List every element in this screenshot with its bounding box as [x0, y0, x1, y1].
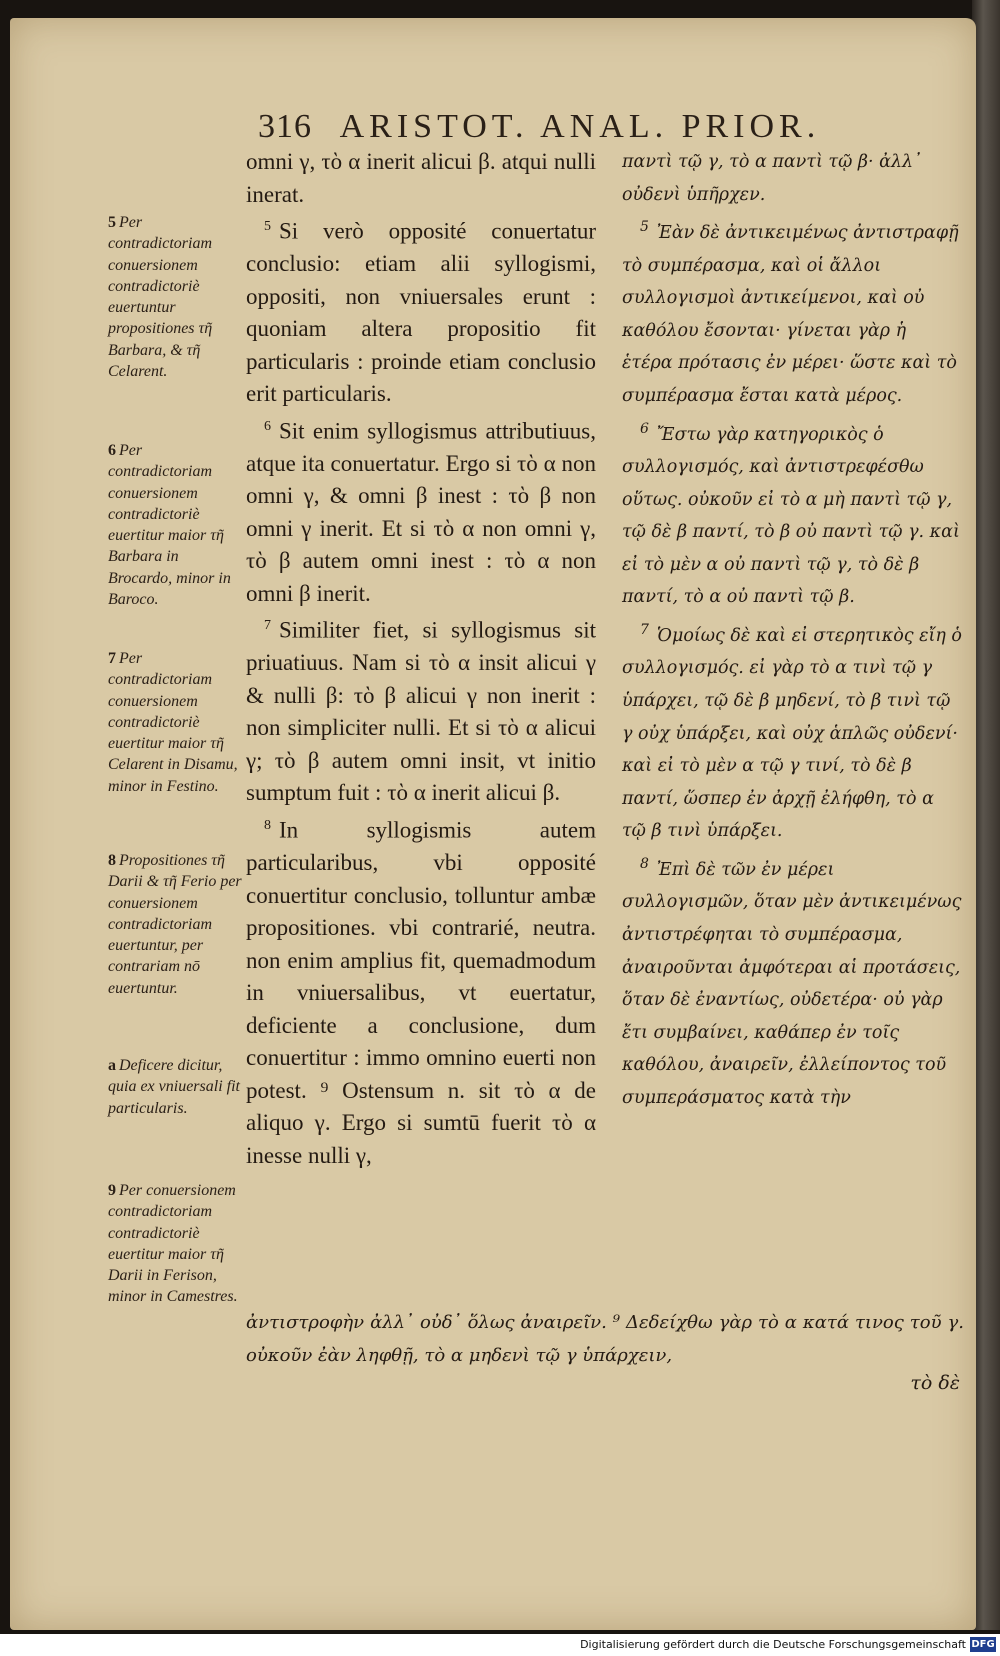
footer-credit: Digitalisierung gefördert durch die Deutsche Forschungsgemeinschaft	[580, 1638, 966, 1651]
page-number: 316	[258, 108, 312, 145]
marginal-note: 7 Per contradictoriam conuersionem contradictoriè euertitur maior τῆ Celarent in Disamu, minor in Festino.	[108, 650, 238, 795]
latin-paragraph: $^6$ Sit enim syllogismus attributiuus, atque ita conuertatur. Ergo si τὸ α non omni γ, & omni β inest : τὸ β non omni γ inerit. Et si τὸ α non omni γ, τὸ β autem omni inest : τὸ α non omni β inerit.	[246, 418, 596, 606]
greek-paragraph: $^5$ Ἐὰν δὲ ἀντικειμένως ἀντιστραφῇ τὸ συμπέρασμα, καὶ οἱ ἄλλοι συλλογισμοὶ ἀντικείμενοι, καὶ οὐ καθόλου ἔσονται· γίνεται γὰρ ἡ ἑτέρα πρότασις ἐν μέρει· ὥστε καὶ τὸ συμπέρασμα ἔσται κατὰ μέρος.	[622, 219, 959, 406]
greek-paragraph: $^6$ Ἔστω γὰρ κατηγορικὸς ὁ συλλογισμός, καὶ ἀντιστρεφέσθω οὕτως. οὐκοῦν εἰ τὸ α μὴ παντὶ τῷ γ, τῷ δὲ β παντί, τὸ β οὐ παντὶ τῷ γ. καὶ εἰ τὸ μὲν α οὐ παντὶ τῷ γ, τὸ δὲ β παντί, τὸ α οὐ παντὶ τῷ β.	[622, 420, 960, 608]
marginal-note: 5 Per contradictoriam conuersionem contradictoriè euertuntur propositiones τῆ Barbara, & τῆ Celarent.	[108, 214, 213, 381]
greek-paragraph: $^8$ Ἐπὶ δὲ τῶν ἐν μέρει συλλογισμῶν, ὅταν μὲν ἀντικειμένως ἀντιστρέφηται τὸ συμπέρασμα, ἀναιροῦνται ἀμφότεραι αἱ προτάσεις, ὅταν δὲ ἐναντίως, οὐδετέρα· οὐ γὰρ ἔτι συμβαίνει, καθάπερ ἐν τοῖς καθόλου, ἀναιρεῖν, ἐλλείποντος τοῦ συμπεράσματος κατὰ τὴν	[622, 855, 962, 1108]
bottom-greek-text: ἀντιστροφὴν ἀλλ᾽ οὐδ᾽ ὅλως ἀναιρεῖν. ⁹ Δεδείχθω γὰρ τὸ α κατά τινος τοῦ γ. οὐκοῦν ἐὰν ληφθῇ, τὸ α μηδενὶ τῷ γ ὑπάρχειν,	[246, 1312, 964, 1366]
digitization-footer	[0, 1634, 1000, 1656]
greek-column	[622, 146, 962, 1115]
greek-paragraph: $^7$ Ὁμοίως δὲ καὶ εἰ στερητικὸς εἴη ὁ συλλογισμός. εἰ γὰρ τὸ α τινὶ τῷ γ ὑπάρχει, τῷ δὲ β μηδενί, τὸ β τινὶ τῷ γ οὐχ ὑπάρξει, καὶ οὐχ ἁπλῶς οὐδενί· καὶ εἰ τὸ μὲν α τῷ γ τινί, τὸ δὲ β παντί, ὥσπερ ἐν ἀρχῇ ἐλήφθη, τὸ α τῷ β τινὶ ὑπάρξει.	[622, 621, 962, 842]
book-spine	[972, 0, 1000, 1630]
catchword: τὸ δὲ	[910, 1372, 960, 1394]
marginal-note: 8 Propositiones τῆ Darii & τῆ Ferio per conuersionem contradictoriam euertuntur, per contrariam nō euertuntur.	[108, 852, 242, 997]
latin-paragraph: $^5$ Si verò opposité conuertatur conclusio: etiam alii syllogismi, oppositi, non vniuersales erunt : quoniam altera propositio fit particularis : proinde etiam conclusio erit particularis.	[246, 218, 596, 407]
greek-paragraph: παντὶ τῷ γ, τὸ α παντὶ τῷ β· ἀλλ᾽ οὐδενὶ ὑπῆρχεν.	[622, 152, 922, 205]
latin-paragraph: omni γ, τὸ α inerit alicui β. atqui nulli inerat.	[246, 149, 596, 207]
latin-paragraph: $^7$ Similiter fiet, si syllogismus sit priuatiuus. Nam si τὸ α insit alicui γ & nulli β: τὸ β alicui γ non inerit : non simpliciter nulli. Et si τὸ α alicui γ; τὸ β autem omni insit, vt initio sumptum fuit : τὸ α inerit alicui β.	[246, 617, 596, 806]
running-header	[258, 108, 868, 146]
latin-column	[246, 146, 596, 1172]
latin-paragraph: $^8$ In syllogismis autem particularibus, vbi opposité conuertitur conclusio, tolluntur ambæ propositiones. vbi contrarié, neutra. non enim amplius fit, quemadmodum in vniuersalibus, vt euertatur, deficiente a conclusione, dum conuertitur : immo omnino euerti non potest. ⁹ Ostensum n. sit τὸ α de aliquo γ. Ergo si sumtū fuerit τὸ α inesse nulli γ,	[246, 817, 596, 1168]
marginal-note: 9 Per conuersionem contradictoriam contradictoriè euertitur maior τῆ Darii in Ferison, minor in Camestres.	[108, 1182, 238, 1306]
marginal-note: 6 Per contradictoriam conuersionem contradictoriè euertitur maior τῆ Barbara in Brocardo, minor in Baroco.	[108, 442, 231, 609]
dfg-logo: DFG	[971, 1639, 995, 1650]
marginal-note: a Deficere dicitur, quia ex vniuersali fit particularis.	[108, 1057, 240, 1117]
running-title: ARISTOT. ANAL. PRIOR.	[339, 108, 821, 145]
